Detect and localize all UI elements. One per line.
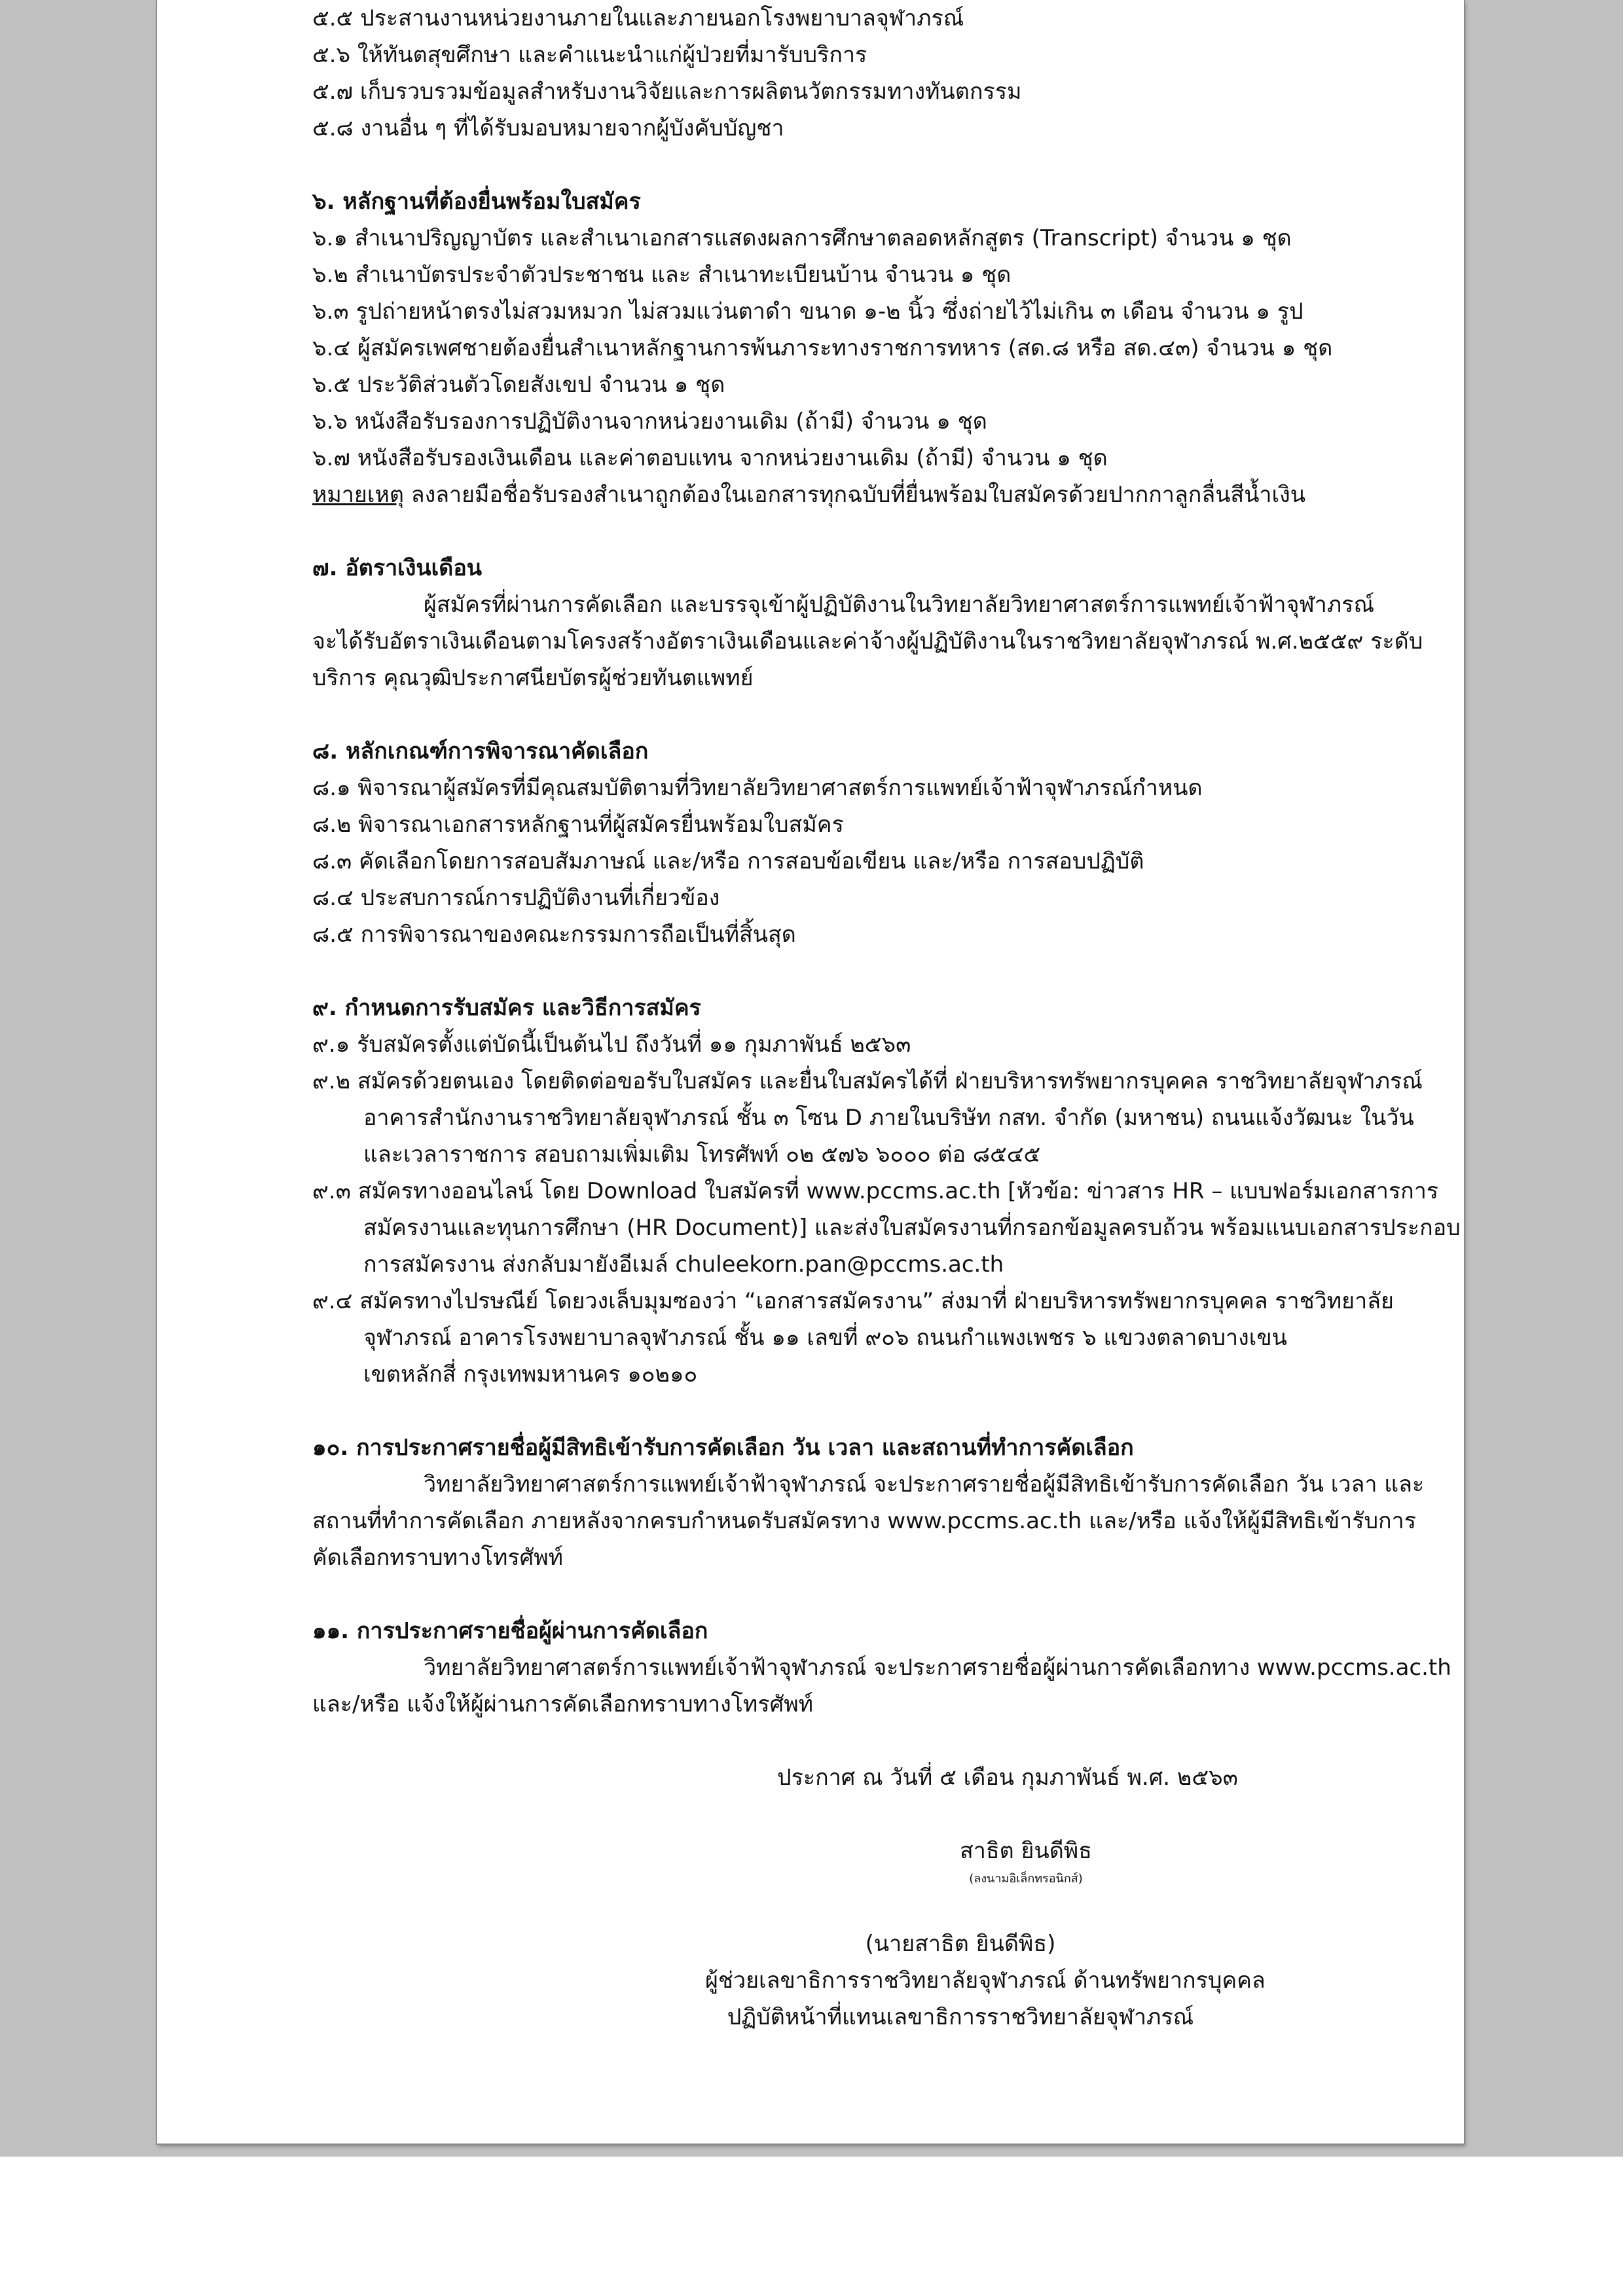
paragraph-line: และ/หรือ แจ้งให้ผู้ผ่านการคัดเลือกทราบทางโทรศัพท์: [312, 1691, 814, 1717]
section-10-heading: ๑๐. การประกาศรายชื่อผู้มีสิทธิเข้ารับการคัดเลือก วัน เวลา และสถานที่ทำการคัดเลือก: [312, 1435, 1134, 1461]
section-11-heading: ๑๑. การประกาศรายชื่อผู้ผ่านการคัดเลือก: [312, 1618, 708, 1644]
list-item: ๘.๓ คัดเลือกโดยการสอบสัมภาษณ์ และ/หรือ การสอบข้อเขียน และ/หรือ การสอบปฏิบัติ: [312, 848, 1144, 874]
list-item: ๖.๓ รูปถ่ายหน้าตรงไม่สวมหมวก ไม่สวมแว่นตาดำ ขนาด ๑-๒ นิ้ว ซึ่งถ่ายไว้ไม่เกิน ๓ เดือน จำนวน ๑ รูป: [312, 298, 1304, 325]
section-9-heading: ๙. กำหนดการรับสมัคร และวิธีการสมัคร: [312, 995, 701, 1021]
paragraph-line: บริการ คุณวุฒิประกาศนียบัตรผู้ช่วยทันตแพทย์: [312, 665, 754, 691]
document-content: [312, 0, 1461, 2036]
list-item: ๖.๑ สำเนาปริญญาบัตร และสำเนาเอกสารแสดงผลการศึกษาตลอดหลักสูตร (Transcript) จำนวน ๑ ชุด: [312, 225, 1292, 251]
section-6-heading: ๖. หลักฐานที่ต้องยื่นพร้อมใบสมัคร: [312, 188, 641, 215]
signatory-full-name: (นายสาธิต ยินดีพิธ): [865, 1931, 1056, 1957]
list-item: ๘.๒ พิจารณาเอกสารหลักฐานที่ผู้สมัครยื่นพร้อมใบสมัคร: [312, 812, 844, 838]
list-item: ๙.๔ สมัครทางไปรษณีย์ โดยวงเล็บมุมซองว่า “เอกสารสมัครงาน” ส่งมาที่ ฝ่ายบริหารทรัพยากรบุคคล ราชวิทยาลัย: [312, 1288, 1394, 1314]
list-item: ๕.๕ ประสานงานหน่วยงานภายในและภายนอกโรงพยาบาลจุฬาภรณ์: [312, 5, 964, 31]
announcement-date: ประกาศ ณ วันที่ ๕ เดือน กุมภาพันธ์ พ.ศ. ๒๕๖๓: [777, 1765, 1238, 1791]
note-text: ลงลายมือชื่อรับรองสำเนาถูกต้องในเอกสารทุกฉบับที่ยื่นพร้อมใบสมัครด้วยปากกาลูกลื่นสีน้ำเงิน: [403, 482, 1305, 508]
paragraph-line: จะได้รับอัตราเงินเดือนตามโครงสร้างอัตราเงินเดือนและค่าจ้างผู้ปฏิบัติงานในราชวิทยาลัยจุฬาภรณ์ พ.ศ.๒๕๕๙ ระดับ: [312, 628, 1423, 655]
signatory-info: [705, 1926, 1266, 2036]
note-label: หมายเหตุ: [312, 482, 404, 508]
list-item: ๘.๔ ประสบการณ์การปฏิบัติงานที่เกี่ยวข้อง: [312, 885, 720, 911]
list-item-continuation: สมัครงานและทุนการศึกษา (HR Document)] และส่งใบสมัครงานที่กรอกข้อมูลครบถ้วน พร้อมแนบเอกสารประกอบ: [363, 1215, 1461, 1241]
signatory-position: ผู้ช่วยเลขาธิการราชวิทยาลัยจุฬาภรณ์ ด้านทรัพยากรบุคคล: [705, 1967, 1266, 1994]
list-item-continuation: จุฬาภรณ์ อาคารโรงพยาบาลจุฬาภรณ์ ชั้น ๑๑ เลขที่ ๙๐๖ ถนนกำแพงเพชร ๖ แขวงตลาดบางเขน: [363, 1325, 1287, 1351]
list-item: ๕.๖ ให้ทันตสุขศึกษา และคำแนะนำแก่ผู้ป่วยที่มารับบริการ: [312, 42, 867, 68]
list-item: ๖.๒ สำเนาบัตรประจำตัวประชาชน และ สำเนาทะเบียนบ้าน จำนวน ๑ ชุด: [312, 262, 1012, 288]
list-item: ๖.๖ หนังสือรับรองการปฏิบัติงานจากหน่วยงานเดิม (ถ้ามี) จำนวน ๑ ชุด: [312, 408, 987, 435]
list-item: ๘.๕ การพิจารณาของคณะกรรมการถือเป็นที่สิ้นสุด: [312, 922, 796, 948]
list-item: ๖.๕ ประวัติส่วนตัวโดยสังเขป จำนวน ๑ ชุด: [312, 372, 725, 398]
list-item: ๕.๗ เก็บรวบรวมข้อมูลสำหรับงานวิจัยและการผลิตนวัตกรรมทางทันตกรรม: [312, 79, 1022, 105]
paragraph-line: สถานที่ทำการคัดเลือก ภายหลังจากครบกำหนดรับสมัครทาง www.pccms.ac.th และ/หรือ แจ้งให้ผู้มีสิทธิเข้ารับการ: [312, 1508, 1416, 1534]
signatory-acting-position: ปฏิบัติหน้าที่แทนเลขาธิการราชวิทยาลัยจุฬาภรณ์: [727, 2004, 1194, 2030]
list-item: ๖.๗ หนังสือรับรองเงินเดือน และค่าตอบแทน จากหน่วยงานเดิม (ถ้ามี) จำนวน ๑ ชุด: [312, 445, 1108, 471]
list-item-continuation: อาคารสำนักงานราชวิทยาลัยจุฬาภรณ์ ชั้น ๓ โซน D ภายในบริษัท กสท. จำกัด (มหาชน) ถนนแจ้งวัฒนะ ในวัน: [363, 1105, 1414, 1131]
list-item-continuation: เขตหลักสี่ กรุงเทพมหานคร ๑๐๒๑๐: [363, 1361, 698, 1388]
section-5-items: [312, 0, 1373, 147]
list-item: ๕.๘ งานอื่น ๆ ที่ได้รับมอบหมายจากผู้บังคับบัญชา: [312, 115, 784, 141]
note: [312, 476, 1373, 513]
signed-name: สาธิต ยินดีพิธ: [960, 1838, 1092, 1864]
section-7-heading: ๗. อัตราเงินเดือน: [312, 555, 483, 581]
list-item: ๙.๑ รับสมัครตั้งแต่บัดนี้เป็นต้นไป ถึงวันที่ ๑๑ กุมภาพันธ์ ๒๕๖๓: [312, 1031, 911, 1058]
list-item: ๙.๓ สมัครทางออนไลน์ โดย Download ใบสมัครที่ www.pccms.ac.th [หัวข้อ: ข่าวสาร HR – แบบฟอร์มเอกสารการ: [312, 1178, 1439, 1204]
section-8-heading: ๘. หลักเกณฑ์การพิจารณาคัดเลือก: [312, 738, 649, 764]
paragraph-line: ผู้สมัครที่ผ่านการคัดเลือก และบรรจุเข้าผู้ปฏิบัติงานในวิทยาลัยวิทยาศาสตร์การแพทย์เจ้าฟ้าจุฬาภรณ์: [424, 592, 1374, 618]
list-item: ๙.๒ สมัครด้วยตนเอง โดยติดต่อขอรับใบสมัคร และยื่นใบสมัครได้ที่ ฝ่ายบริหารทรัพยากรบุคคล ราชวิทยาลัยจุฬาภรณ์: [312, 1068, 1423, 1094]
list-item-continuation: การสมัครงาน ส่งกลับมายังอีเมล์ chuleekorn.pan@pccms.ac.th: [363, 1251, 1004, 1278]
list-item: ๖.๔ ผู้สมัครเพศชายต้องยื่นสำเนาหลักฐานการพ้นภาระทางราชการทหาร (สด.๘ หรือ สด.๔๓) จำนวน ๑ ชุด: [312, 335, 1333, 361]
paragraph-line: วิทยาลัยวิทยาศาสตร์การแพทย์เจ้าฟ้าจุฬาภรณ์ จะประกาศรายชื่อผู้มีสิทธิเข้ารับการคัดเลือก วัน เวลา และ: [424, 1471, 1425, 1498]
paragraph-line: คัดเลือกทราบทางโทรศัพท์: [312, 1545, 564, 1571]
signature-block: [312, 1759, 1373, 1926]
list-item-continuation: และเวลาราชการ สอบถามเพิ่มเติม โทรศัพท์ ๐๒ ๕๗๖ ๖๐๐๐ ต่อ ๘๕๔๕: [363, 1141, 1041, 1168]
paragraph-line: วิทยาลัยวิทยาศาสตร์การแพทย์เจ้าฟ้าจุฬาภรณ์ จะประกาศรายชื่อผู้ผ่านการคัดเลือกทาง www.pccms.ac.th: [424, 1655, 1451, 1681]
esign-note: (ลงนามอิเล็กทรอนิกส์): [969, 1872, 1083, 1886]
list-item: ๘.๑ พิจารณาผู้สมัครที่มีคุณสมบัติตามที่วิทยาลัยวิทยาศาสตร์การแพทย์เจ้าฟ้าจุฬาภรณ์กำหนด: [312, 775, 1203, 801]
